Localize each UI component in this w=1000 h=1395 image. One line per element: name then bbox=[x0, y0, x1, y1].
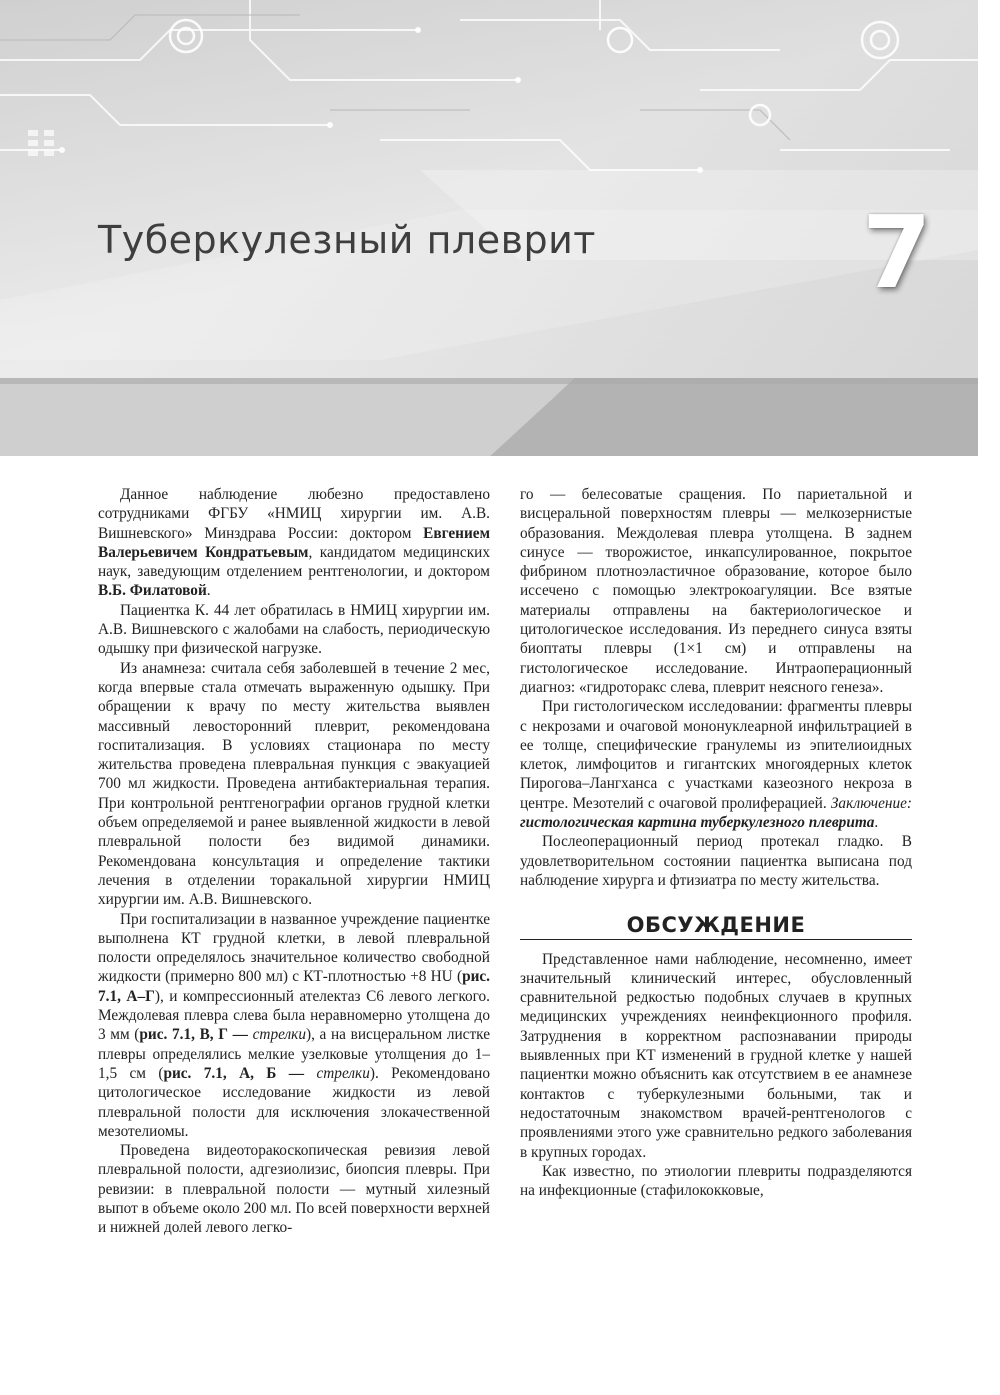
paragraph-surgery: Проведена видеоторакоскопическая ревизия левой плевральной полости, адгезиолизис, биопсия плевры. При ревизии: в плевральной полости — мутный хилезный выпот в объеме около 200 мл. По всей поверхности верхней и нижней долей левого легко- bbox=[98, 1142, 490, 1237]
section-heading-discussion: ОБСУЖДЕНИЕ bbox=[520, 916, 912, 939]
paragraph-acknowledgement: Данное наблюдение любезно предоставлено сотрудниками ФГБУ «НМИЦ хирургии им. А.В. Вишневского» Минздрава России: доктором Евгением Валерьевичем Кондратьевым, кандидатом медицинских наук, заведующим отделением рентгенологии, и доктором В.Б. Филатовой. bbox=[98, 486, 490, 600]
right-column bbox=[520, 485, 912, 1200]
chapter-title: Туберкулезный плеврит bbox=[98, 218, 596, 262]
paragraph-postoperative: Послеоперационный период протекал гладко. В удовлетворительном состоянии пациентка выписана под наблюдение хирурга и фтизиатра по месту жительства. bbox=[520, 833, 912, 889]
left-column bbox=[98, 485, 490, 1238]
paragraph-patient: Пациентка К. 44 лет обратилась в НМИЦ хирургии им. А.В. Вишневского с жалобами на слабость, периодическую одышку при физической нагрузке. bbox=[98, 601, 490, 658]
paragraph-etiology: Как известно, по этиологии плевриты подразделяются на инфекционные (стафилококковые, bbox=[520, 1162, 912, 1200]
paragraph-ct-findings: При госпитализации в названное учреждение пациентке выполнена КТ грудной клетки, в левой плевральной полости определялось значительное количество свободной жидкости (примерно 800 мл) с КТ-плотностью +8 HU (рис. 7.1, А–Г), и компрессионный ателектаз С6 левого легкого. Междолевая плевра слева была неравномерно утолщена до 3 мм (рис. 7.1, В, Г — стрелки), а на висцеральном листке плевры определялись мелкие узелковые утолщения до 1–1,5 см (рис. 7.1, А, Б — стрелки). Рекомендовано цитологическое исследование жидкости из левой плевральной полости для исключения злокачественной мезотелиомы. bbox=[98, 910, 490, 1140]
paragraph-discussion: Представленное нами наблюдение, несомненно, имеет значительный клинический интерес, обусловленный сравнительной редкостью подобных случаев в крупных медицинских учреждениях неинфекционного профиля. Затруднения в корректном распознавании природы выявленных при КТ изменений в грудной клетке у нашей пациентки можно объяснить как отсутствием в ее анамнезе контактов с туберкулезными больными, так и недостаточным знакомством врачей-рентгенологов с проявлениями этого уже сравнительно редкого заболевания в крупных городах. bbox=[520, 950, 912, 1161]
paragraph-surgery-continued: го — белесоватые сращения. По париетальной и висцеральной поверхностям плевры — мелкозернистые образования. Междолевая плевра утолщена. В заднем синусе — творожистое, инкапсулированное, покрытое фибрином плотноэластичное образование, которое было иссечено с помощью электрокоагуляции. Все взятые материалы отправлены на бактериологическое и цитологическое исследования. Из переднего синуса взяты биоптаты плевры (1×1 см) и отправлены на гистологическое исследование. Интраоперационный диагноз: «гидроторакс слева, плеврит неясного генеза». bbox=[520, 486, 912, 696]
chapter-header-banner bbox=[0, 0, 978, 456]
paragraph-histology: При гистологическом исследовании: фрагменты плевры с некрозами и очаговой мононуклеарной инфильтрацией в ее толще, специфические гранулемы из эпителиоидных клеток, лимфоцитов и гигантских многоядерных клеток Пирогова–Лангханса с участками казеозного некроза в центре. Мезотелий с очаговой пролиферацией. Заключение: гистологическая картина туберкулезного плеврита. bbox=[520, 698, 912, 832]
paragraph-anamnesis: Из анамнеза: считала себя заболевшей в течение 2 мес, когда впервые стала отмечать выраженную одышку. При обращении к врачу по месту жительства выявлен массивный левосторонний плеврит, рекомендована госпитализация. В условиях стационара по месту жительства проведена плевральная пункция с эвакуацией 700 мл жидкости. Проведена антибактериальная терапия. При контрольной рентгенографии органов грудной клетки объем определяемой и ранее выявленной жидкости в левой плевральной полости без видимой динамики. Рекомендована консультация и определение тактики лечения в отделении торакальной хирургии НМИЦ хирургии им. А.В. Вишневского. bbox=[98, 659, 490, 909]
chapter-number: 7 bbox=[862, 194, 932, 311]
